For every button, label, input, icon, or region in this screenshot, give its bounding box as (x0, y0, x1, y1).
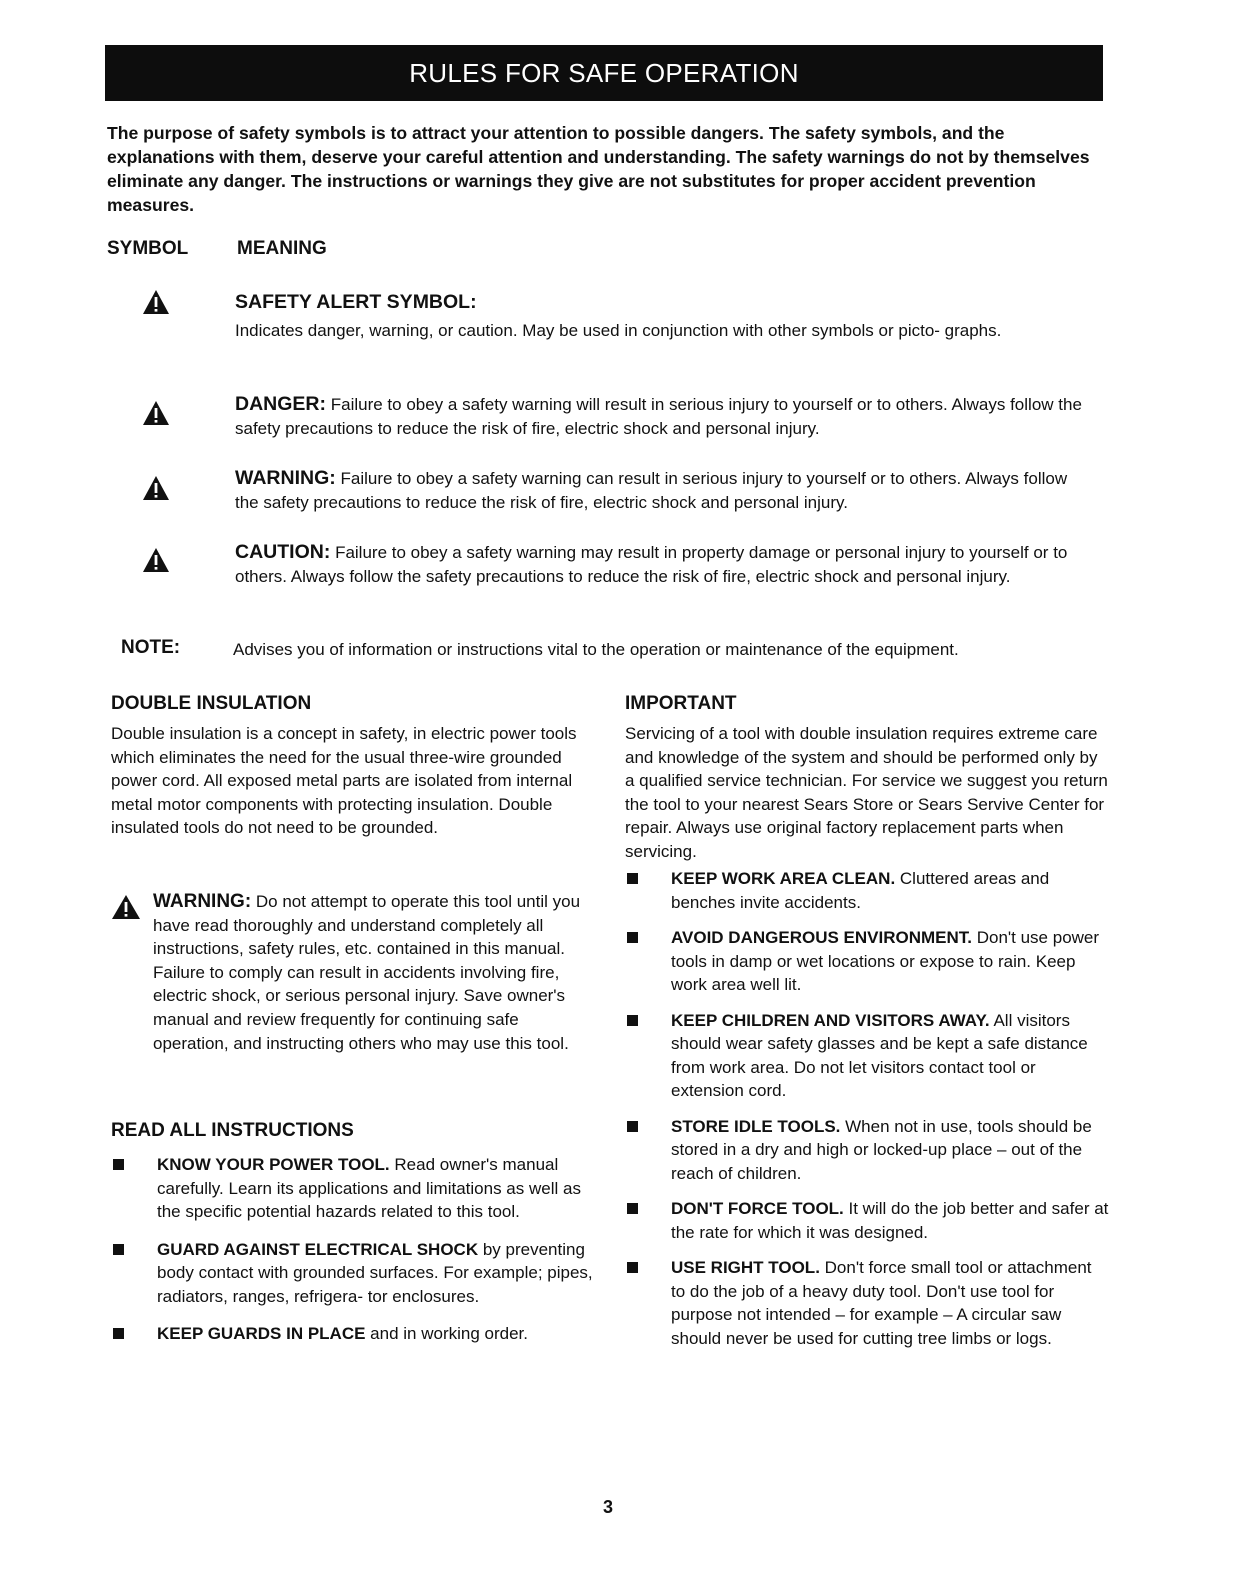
list-item-text: Cluttered areas and benches invite accidents. (671, 869, 1050, 912)
note-text: Advises you of information or instructions vital to the operation or maintenance of the equipment. (233, 640, 959, 659)
double-insulation-section (111, 692, 601, 840)
bullet-square-icon (113, 1244, 124, 1255)
bullet-square-icon (627, 1203, 638, 1214)
important-heading: IMPORTANT (625, 693, 737, 714)
list-item-text: It will do the job better and safer at the rate for which it was designed. (671, 1199, 1109, 1242)
warning-block-lead: WARNING: (153, 891, 252, 912)
list-item (625, 926, 1110, 997)
meaning-column-heading: MEANING (237, 238, 327, 259)
bullet-square-icon (113, 1159, 124, 1170)
bullet-square-icon (627, 873, 638, 884)
list-item-lead: KNOW YOUR POWER TOOL. (157, 1155, 390, 1174)
caution-alert-icon (142, 547, 170, 573)
list-item-lead: KEEP CHILDREN AND VISITORS AWAY. (671, 1010, 990, 1030)
bullet-square-icon (113, 1328, 124, 1339)
list-item-lead: STORE IDLE TOOLS. (671, 1116, 841, 1136)
list-item-text: and in working order. (365, 1324, 528, 1343)
safety-alert-title: SAFETY ALERT SYMBOL: (235, 291, 477, 313)
list-item-text: When not in use, tools should be stored in a dry and high or locked-up place – out of the reach of children. (671, 1116, 1092, 1183)
bullet-square-icon (627, 1121, 638, 1132)
list-item-text: All visitors should wear safety glasses and be kept a safe distance from work area. Do not let visitors contact tool or extension cord. (671, 1010, 1088, 1100)
warning-block-alert-icon (111, 894, 141, 927)
warning-block (111, 890, 581, 1055)
list-item-text: Don't force small tool or attachment to do the job of a heavy duty tool. Don't use tool for purpose not intended – for example – A circular saw should never be used for cutting tree limbs or logs. (671, 1258, 1092, 1348)
list-item-lead: KEEP WORK AREA CLEAN. (671, 869, 896, 888)
page-title-bar (105, 45, 1103, 101)
bullet-square-icon (627, 932, 638, 943)
intro-paragraph: The purpose of safety symbols is to attract your attention to possible dangers. The safety symbols, and the explanations with them, deserve your careful attention and understanding. The safety warnings do not by themselves eliminate any danger. The instructions or warnings they give are not substitutes for proper accident prevention measures. (107, 123, 1090, 215)
read-all-heading: READ ALL INSTRUCTIONS (111, 1120, 354, 1141)
list-item-text: Read owner's manual carefully. Learn its applications and limitations as well as the specific potential hazards related to this tool. (157, 1155, 581, 1221)
page-number: 3 (603, 1497, 614, 1517)
list-item-text: Don't use power tools in damp or wet locations or expose to rain. Keep work area well lit. (671, 928, 1100, 994)
warning-definition (235, 466, 1085, 515)
safety-alert-definition (235, 289, 1085, 343)
list-item-lead: GUARD AGAINST ELECTRICAL SHOCK (157, 1239, 479, 1259)
danger-definition (235, 392, 1085, 441)
list-item (625, 1009, 1110, 1103)
list-item (625, 1256, 1110, 1350)
note-label: NOTE: (121, 637, 181, 658)
list-item (111, 1153, 601, 1224)
list-item (111, 1322, 601, 1346)
symbol-column-heading: SYMBOL (107, 238, 189, 259)
caution-text: Failure to obey a safety warning may result in property damage or personal injury to yourself or to others. Always follow the safety precautions to reduce the risk of fire, electric shock and personal injury. (235, 543, 1068, 586)
read-all-instructions-section (111, 1119, 601, 1346)
caution-title: CAUTION: (235, 541, 331, 563)
safety-alert-icon (142, 289, 170, 315)
list-item-lead: USE RIGHT TOOL. (671, 1258, 820, 1277)
danger-text: Failure to obey a safety warning will result in serious injury to yourself or to others. Always follow the safety precautions to reduce the risk of fire, electric shock and personal injury. (235, 395, 1082, 438)
important-section (625, 692, 1110, 1350)
list-item (625, 867, 1110, 914)
double-insulation-heading: DOUBLE INSULATION (111, 693, 312, 714)
important-text: Servicing of a tool with double insulation requires extreme care and knowledge of the system and should be performed only by a qualified service technician. For service we suggest you return the tool to your nearest Sears Store or Sears Servive Center for repair. Always use original factory replacement parts when servicing. (625, 724, 1108, 861)
list-item (625, 1115, 1110, 1186)
page-title: RULES FOR SAFE OPERATION (409, 57, 799, 88)
warning-alert-icon (142, 475, 170, 501)
caution-definition (235, 540, 1085, 589)
list-item (111, 1238, 601, 1309)
list-item (625, 1197, 1110, 1244)
bullet-square-icon (627, 1262, 638, 1273)
warning-block-text: Do not attempt to operate this tool until you have read thoroughly and understand completely all instructions, safety rules, etc. contained in this manual. Failure to comply can result in accidents involving fire, electric shock, or serious personal injury. Save owner's manual and review frequently for continuing safe operation, and instructing others who may use this tool. (153, 892, 581, 1053)
bullet-square-icon (627, 1015, 638, 1026)
list-item-lead: KEEP GUARDS IN PLACE (157, 1324, 366, 1343)
list-item-text: by preventing body contact with grounded surfaces. For example; pipes, radiators, ranges, refrigera- tor enclosures. (157, 1239, 593, 1306)
list-item-lead: AVOID DANGEROUS ENVIRONMENT. (671, 928, 972, 947)
danger-title: DANGER: (235, 393, 326, 415)
double-insulation-text: Double insulation is a concept in safety, in electric power tools which eliminates the need for the usual three-wire grounded power cord. All exposed metal parts are isolated from internal metal motor components with protecting insulation. Double insulated tools do not need to be grounded. (111, 724, 577, 837)
warning-title: WARNING: (235, 467, 336, 489)
list-item-lead: DON'T FORCE TOOL. (671, 1199, 844, 1218)
safety-alert-text: Indicates danger, warning, or caution. May be used in conjunction with other symbols or picto- graphs. (235, 321, 1002, 340)
danger-alert-icon (142, 400, 170, 426)
warning-text: Failure to obey a safety warning can result in serious injury to yourself or to others. Always follow the safety precautions to reduce the risk of fire, electric shock and personal injury. (235, 469, 1068, 512)
